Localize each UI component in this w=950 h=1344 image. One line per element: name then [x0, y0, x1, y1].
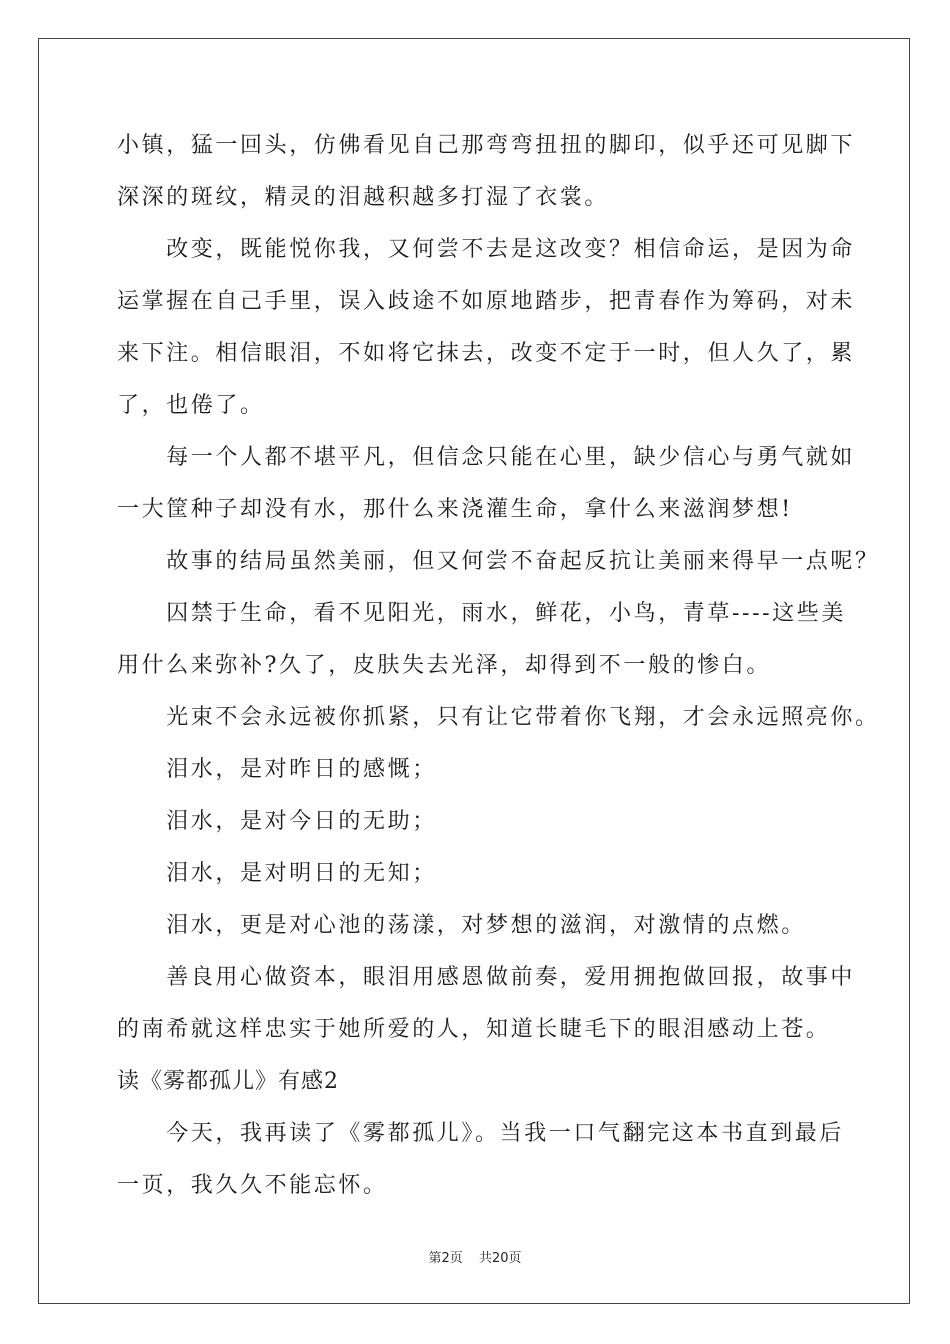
- text-line: 的南希就这样忠实于她所爱的人，知道长睫毛下的眼泪感动上苍。: [117, 1017, 831, 1042]
- page-footer: [0, 1247, 950, 1266]
- page-total: 共20页: [478, 1251, 522, 1266]
- text-line: 泪水，是对昨日的感慨；: [117, 757, 437, 782]
- text-line: 泪水，更是对心池的荡漾，对梦想的滋润，对激情的点燃。: [117, 913, 806, 938]
- text-line: 运掌握在自己手里，误入歧途不如原地踏步，把青春作为筹码，对未: [117, 289, 856, 314]
- text-line: 故事的结局虽然美丽，但又何尝不奋起反抗让美丽来得早一点呢？: [117, 549, 880, 574]
- text-line: 一大筐种子却没有水，那什么来浇灌生命，拿什么来滋润梦想!: [117, 497, 793, 522]
- text-line: 泪水，是对明日的无知；: [117, 861, 437, 886]
- text-line: 泪水，是对今日的无助；: [117, 809, 437, 834]
- text-line: 用什么来弥补?久了，皮肤失去光泽，却得到不一般的惨白。: [117, 653, 771, 678]
- text-line: 善良用心做资本，眼泪用感恩做前奏，爱用拥抱做回报，故事中: [117, 965, 856, 990]
- text-line: 来下注。相信眼泪，不如将它抹去，改变不定于一时，但人久了，累: [117, 341, 856, 366]
- text-line: 每一个人都不堪平凡，但信念只能在心里，缺少信心与勇气就如: [117, 445, 856, 470]
- text-line: 一页，我久久不能忘怀。: [117, 1173, 388, 1198]
- section-heading: 读《雾都孤儿》有感2: [117, 1069, 339, 1094]
- text-line: 囚禁于生命，看不见阳光，雨水，鲜花，小鸟，青草----这些美: [117, 601, 846, 626]
- text-line: 光束不会永远被你抓紧，只有让它带着你飞翔，才会永远照亮你。: [117, 705, 880, 730]
- text-line: 今天，我再读了《雾都孤儿》。当我一口气翻完这本书直到最后: [117, 1121, 845, 1146]
- text-line: 了，也倦了。: [117, 393, 265, 418]
- text-line: 深深的斑纹，精灵的泪越积越多打湿了衣裳。: [117, 185, 610, 210]
- text-line: 小镇，猛一回头，仿佛看见自己那弯弯扭扭的脚印，似乎还可见脚下: [117, 133, 856, 158]
- page-number: 第2页: [428, 1251, 463, 1266]
- text-line: 改变，既能悦你我，又何尝不去是这改变？相信命运，是因为命: [117, 237, 856, 262]
